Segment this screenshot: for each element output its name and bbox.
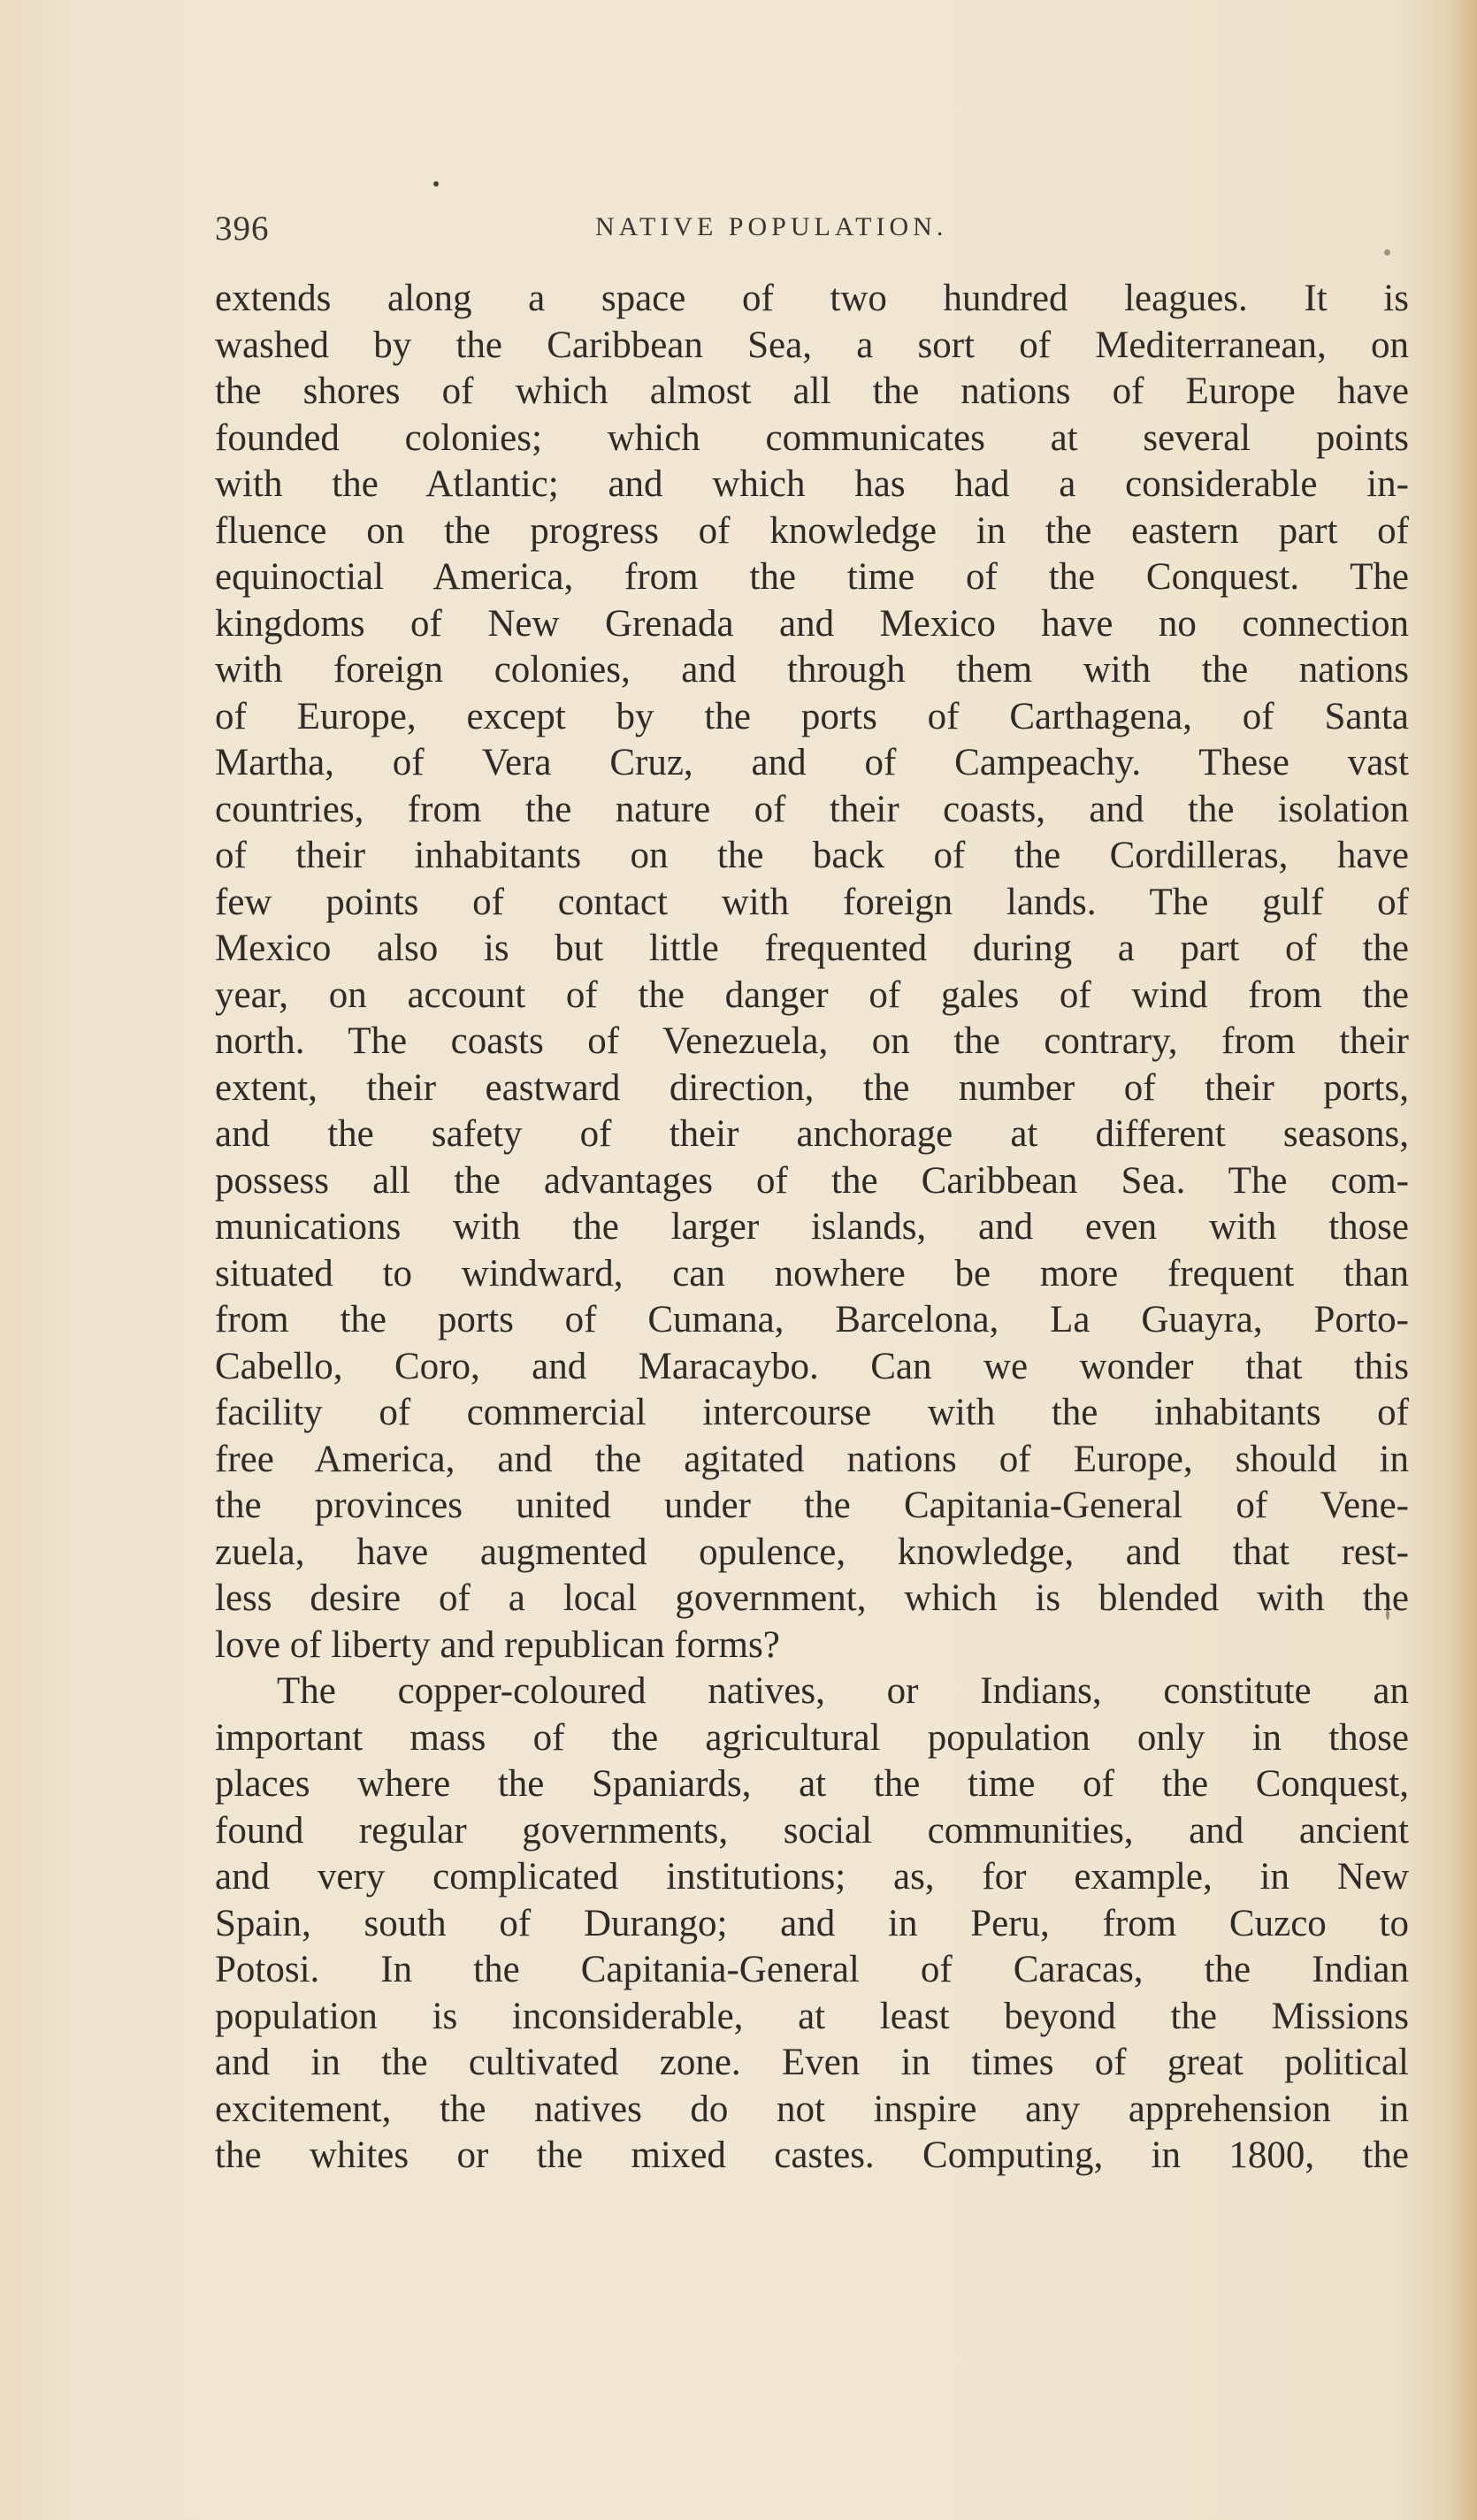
text-line: less desire of a local government, which is blended with the xyxy=(215,1577,1409,1619)
text-line: zuela, have augmented opulence, knowledge, and that rest- xyxy=(215,1531,1409,1573)
text-line: situated to windward, can nowhere be more frequent than xyxy=(215,1252,1409,1294)
page-edge-shading xyxy=(1447,0,1477,2520)
text-line: Mexico also is but little frequented during a part of the xyxy=(215,928,1409,969)
text-line: excitement, the natives do not inspire any apprehension in xyxy=(215,2088,1409,2130)
text-line: with foreign colonies, and through them with the nations xyxy=(215,649,1409,691)
text-line: fluence on the progress of knowledge in the eastern part of xyxy=(215,509,1409,552)
text-line: and the safety of their anchorage at different seasons, xyxy=(215,1113,1409,1155)
ink-speck xyxy=(433,181,439,187)
text-line: year, on account of the danger of gales of wind from the xyxy=(215,974,1409,1016)
text-line: of their inhabitants on the back of the Cordilleras, have xyxy=(215,835,1409,876)
text-line: founded colonies; which communicates at several points xyxy=(215,416,1409,459)
text-line: washed by the Caribbean Sea, a sort of Mediterranean, on xyxy=(215,324,1409,366)
text-line: possess all the advantages of the Caribbean Sea. The com- xyxy=(215,1159,1409,1202)
text-line: found regular governments, social communities, and ancient xyxy=(215,1809,1409,1852)
text-line: Potosi. In the Capitania-General of Caracas, the Indian xyxy=(215,1949,1409,1990)
text-line: facility of commercial intercourse with the inhabitants of xyxy=(215,1392,1409,1433)
text-line: the shores of which almost all the nations of Europe have xyxy=(215,370,1409,412)
text-line: kingdoms of New Grenada and Mexico have no connection xyxy=(215,602,1409,645)
text-line: extends along a space of two hundred leagues. It is xyxy=(215,278,1409,319)
text-line: extent, their eastward direction, the number of their ports, xyxy=(215,1066,1409,1109)
paragraph-2 xyxy=(215,1669,1409,2180)
text-line: The copper-coloured natives, or Indians, constitute an xyxy=(277,1670,1409,1712)
text-line: countries, from the nature of their coasts, and the isolation xyxy=(215,788,1409,830)
body-text xyxy=(215,276,1409,2180)
text-line: munications with the larger islands, and even with those xyxy=(215,1206,1409,1248)
text-line: important mass of the agricultural population only in those xyxy=(215,1716,1409,1759)
text-line: north. The coasts of Venezuela, on the contrary, from their xyxy=(215,1020,1409,1062)
text-line: population is inconsiderable, at least beyond the Missions xyxy=(215,1995,1409,2037)
text-line: with the Atlantic; and which has had a considerable in- xyxy=(215,463,1409,505)
text-line: Spain, south of Durango; and in Peru, from Cuzco to xyxy=(215,1902,1409,1944)
text-line: and very complicated institutions; as, for example, in New xyxy=(215,1856,1409,1898)
text-line: equinoctial America, from the time of the Conquest. The xyxy=(215,556,1409,598)
text-line: of Europe, except by the ports of Carthagena, of Santa xyxy=(215,695,1409,737)
text-line: the provinces united under the Capitania-General of Vene- xyxy=(215,1485,1409,1526)
page-number: 396 xyxy=(215,210,270,248)
text-line: places where the Spaniards, at the time of the Conquest, xyxy=(215,1763,1409,1805)
text-line: free America, and the agitated nations of Europe, should in xyxy=(215,1438,1409,1480)
text-line: the whites or the mixed castes. Computing, in 1800, the xyxy=(215,2134,1409,2176)
paragraph-1 xyxy=(215,276,1409,1669)
text-line: love of liberty and republican forms? xyxy=(215,1623,780,1666)
text-line: few points of contact with foreign lands. The gulf of xyxy=(215,881,1409,923)
running-head: NATIVE POPULATION. xyxy=(595,212,948,241)
text-line: Martha, of Vera Cruz, and of Campeachy. These vast xyxy=(215,742,1409,783)
text-line: from the ports of Cumana, Barcelona, La Guayra, Porto- xyxy=(215,1299,1409,1340)
text-line: Cabello, Coro, and Maracaybo. Can we wonder that this xyxy=(215,1345,1409,1387)
text-line: and in the cultivated zone. Even in times of great political xyxy=(215,2042,1409,2083)
page-header xyxy=(215,209,1397,262)
